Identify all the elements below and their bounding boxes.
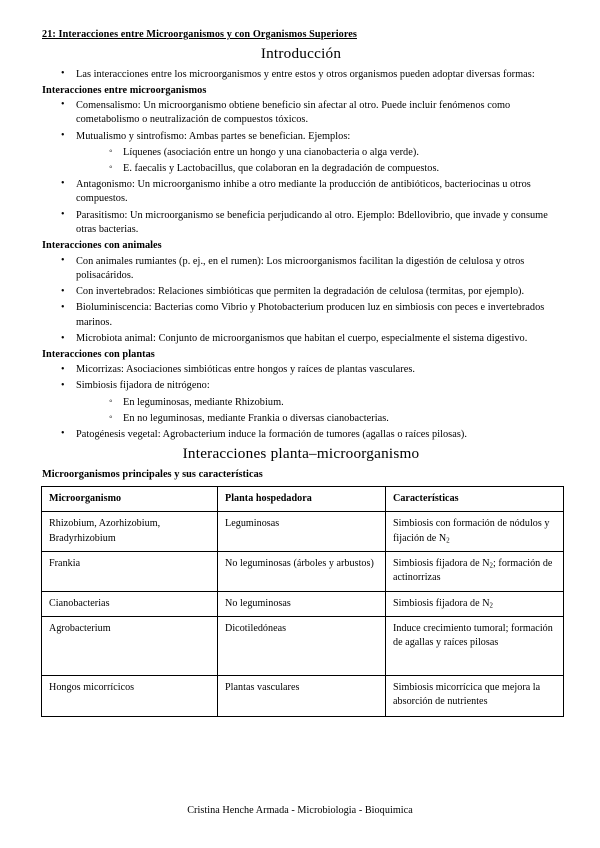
list-item: • Con animales rumiantes (p. ej., en el rumen): Los microorganismos facilitan la digestión de celulosa y otros polisacáridos. — [40, 255, 562, 284]
table-row — [42, 616, 564, 675]
caracteristicas-text: Simbiosis micorrícica que mejora la absorción de nutrientes — [393, 681, 541, 708]
cell-microorganismo: Frankia — [42, 551, 218, 591]
column-header-planta-hospedadora: Planta hospedadora — [218, 486, 386, 511]
caracteristicas-text-post: ; formación de actinorrizas — [393, 557, 553, 584]
cell-planta: No leguminosas — [218, 591, 386, 616]
section-heading-planta-microorganismo: Interacciones planta–microorganismo — [182, 444, 420, 462]
subscript: 2 — [446, 537, 450, 545]
section-heading-con-animales: Interacciones con animales — [42, 240, 162, 252]
table-row — [42, 551, 564, 591]
section-heading-entre-microorganismos: Interacciones entre microorganismos — [42, 84, 207, 96]
table-row — [42, 512, 564, 552]
list-item: • Bioluminiscencia: Bacterias como Vibrio y Photobacterium producen luz en simbiosis con peces e invertebrados marinos. — [40, 301, 562, 330]
cell-microorganismo: Hongos micorrícicos — [42, 675, 218, 716]
intro-bullet-list — [40, 68, 562, 83]
list-item: • Antagonismo: Un microorganismo inhibe a otro mediante la producción de antibióticos, bacteriocinas u otros compuestos. — [40, 178, 562, 207]
cell-caracteristicas — [386, 512, 564, 552]
microorganismos-table — [41, 486, 564, 717]
table-header-row — [42, 486, 564, 511]
cell-microorganismo: Cianobacterias — [42, 591, 218, 616]
section-heading-con-plantas: Interacciones con plantas — [42, 349, 155, 361]
table-row — [42, 675, 564, 716]
cell-planta: Plantas vasculares — [218, 675, 386, 716]
cell-planta: Leguminosas — [218, 512, 386, 552]
cell-microorganismo: Rhizobium, Azorhizobium, Bradyrhizobium — [42, 512, 218, 552]
sub-list-item: ◦ Líquenes (asociación entre un hongo y una cianobacteria o alga verde). — [40, 146, 562, 161]
subscript: 2 — [489, 602, 494, 610]
document-title: 21: Interacciones entre Microorganismos y con Organismos Superiores — [42, 29, 357, 40]
section-heading-introduccion: Introducción — [260, 44, 342, 62]
cell-caracteristicas — [386, 675, 564, 716]
caracteristicas-text: Simbiosis fijadora de N — [393, 557, 490, 569]
list-item: • Patogénesis vegetal: Agrobacterium induce la formación de tumores (agallas o raíces pilosas). — [40, 428, 562, 443]
column-header-caracteristicas: Características — [386, 486, 564, 511]
list-item: • Simbiosis fijadora de nitrógeno: — [40, 379, 562, 394]
subscript: 2 — [489, 562, 494, 570]
list-item: • Comensalismo: Un microorganismo obtiene beneficio sin afectar al otro. Puede incluir fenómenos como cometabolismo o neutralización de compuestos tóxicos. — [40, 99, 562, 128]
list-item: • Microbiota animal: Conjunto de microorganismos que habitan el cuerpo, especialmente el sistema digestivo. — [40, 332, 562, 347]
column-header-microorganismo: Microorganismo — [42, 486, 218, 511]
con-animales-list — [40, 255, 562, 347]
cell-caracteristicas — [386, 551, 564, 591]
list-item: • Las interacciones entre los microorganismos y entre estos y otros organismos pueden adoptar diversas formas: — [40, 68, 562, 83]
list-item: • Con invertebrados: Relaciones simbióticas que permiten la degradación de celulosa (termitas, por ejemplo). — [40, 285, 562, 300]
list-item: • Mutualismo y sintrofismo: Ambas partes se benefician. Ejemplos: — [40, 130, 562, 145]
cell-planta: Dicotiledóneas — [218, 616, 386, 675]
sub-list-item: ◦ E. faecalis y Lactobacillus, que colaboran en la degradación de compuestos. — [40, 162, 562, 177]
list-item: • Micorrizas: Asociaciones simbióticas entre hongos y raíces de plantas vasculares. — [40, 363, 562, 378]
table-caption: Microorganismos principales y sus características — [42, 468, 263, 480]
sub-list-item: ◦ En no leguminosas, mediante Frankia o diversas cianobacterias. — [40, 412, 562, 427]
caracteristicas-text: Simbiosis con formación de nódulos y fijación de N — [393, 518, 550, 544]
cell-microorganismo: Agrobacterium — [42, 616, 218, 675]
caracteristicas-text: Simbiosis fijadora de N — [393, 597, 490, 609]
caracteristicas-text: Induce crecimiento tumoral; formación de agallas y raíces pilosas — [393, 622, 553, 649]
table-row — [42, 591, 564, 616]
list-item: • Parasitismo: Un microorganismo se beneficia perjudicando al otro. Ejemplo: Bdellovibrio, que invade y consume otras bacterias. — [40, 209, 562, 238]
con-plantas-list — [40, 363, 562, 442]
page-footer: Cristina Henche Armada - Microbiologia - Bioquimica — [187, 805, 413, 816]
cell-planta: No leguminosas (árboles y arbustos) — [218, 551, 386, 591]
cell-caracteristicas — [386, 591, 564, 616]
entre-microorganismos-list — [40, 99, 562, 238]
cell-caracteristicas — [386, 616, 564, 675]
sub-list-item: ◦ En leguminosas, mediante Rhizobium. — [40, 396, 562, 411]
